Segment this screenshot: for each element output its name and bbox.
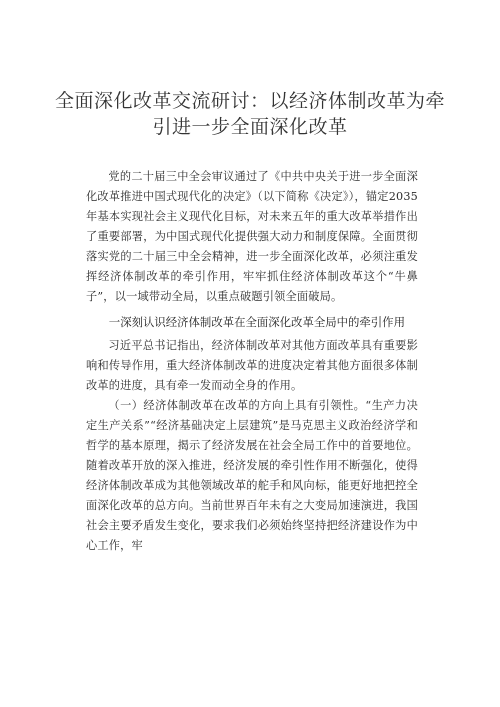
section-1-paragraph-1: 习近平总书记指出，经济体制改革对其他方面改革具有重要影响和传导作用，重大经济体制改革的进度决定着其他方面很多体制改革的进度，具有牵一发而动全身的作用。 xyxy=(86,339,418,392)
section-heading-1: 一深刻认识经济体制改革在全面深化改革全局中的牵引作用 xyxy=(108,315,405,329)
intro-paragraph: 党的二十届三中全会审议通过了《中共中央关于进一步全面深化改革推进中国式现代化的决定》（以下简称《决定》），锚定2035年基本实现社会主义现代化目标，对未来五年的重大改革举措作出了重要部署，为中国式现代化提供强大动力和制度保障。全面贯彻落实党的二十届三中全会精神，进一步全面深化改革，必须注重发挥经济体制改革的牵引作用，牢牢抓住经济体制改革这个“牛鼻子”，以一域带动全局，以重点破题引领全面破局。 xyxy=(86,170,418,303)
document-title: 全面深化改革交流研讨：以经济体制改革为牵引进一步全面深化改革 xyxy=(54,90,445,138)
document-body xyxy=(86,167,418,556)
section-1-paragraph-2: （一）经济体制改革在改革的方向上具有引领性。“生产力决定生产关系”“经济基础决定上层建筑”是马克思主义政治经济学和哲学的基本原理，揭示了经济发展在社会全局工作中的首要地位。随着改革开放的深入推进，经济发展的牵引性作用不断强化，使得经济体制改革成为其他领域改革的舵手和风向标，能更好地把控全面深化改革的总方向。当前世界百年未有之大变局加速演进，我国社会主要矛盾发生变化，要求我们必须始终坚持把经济建设作为中心工作，牢 xyxy=(86,399,418,552)
